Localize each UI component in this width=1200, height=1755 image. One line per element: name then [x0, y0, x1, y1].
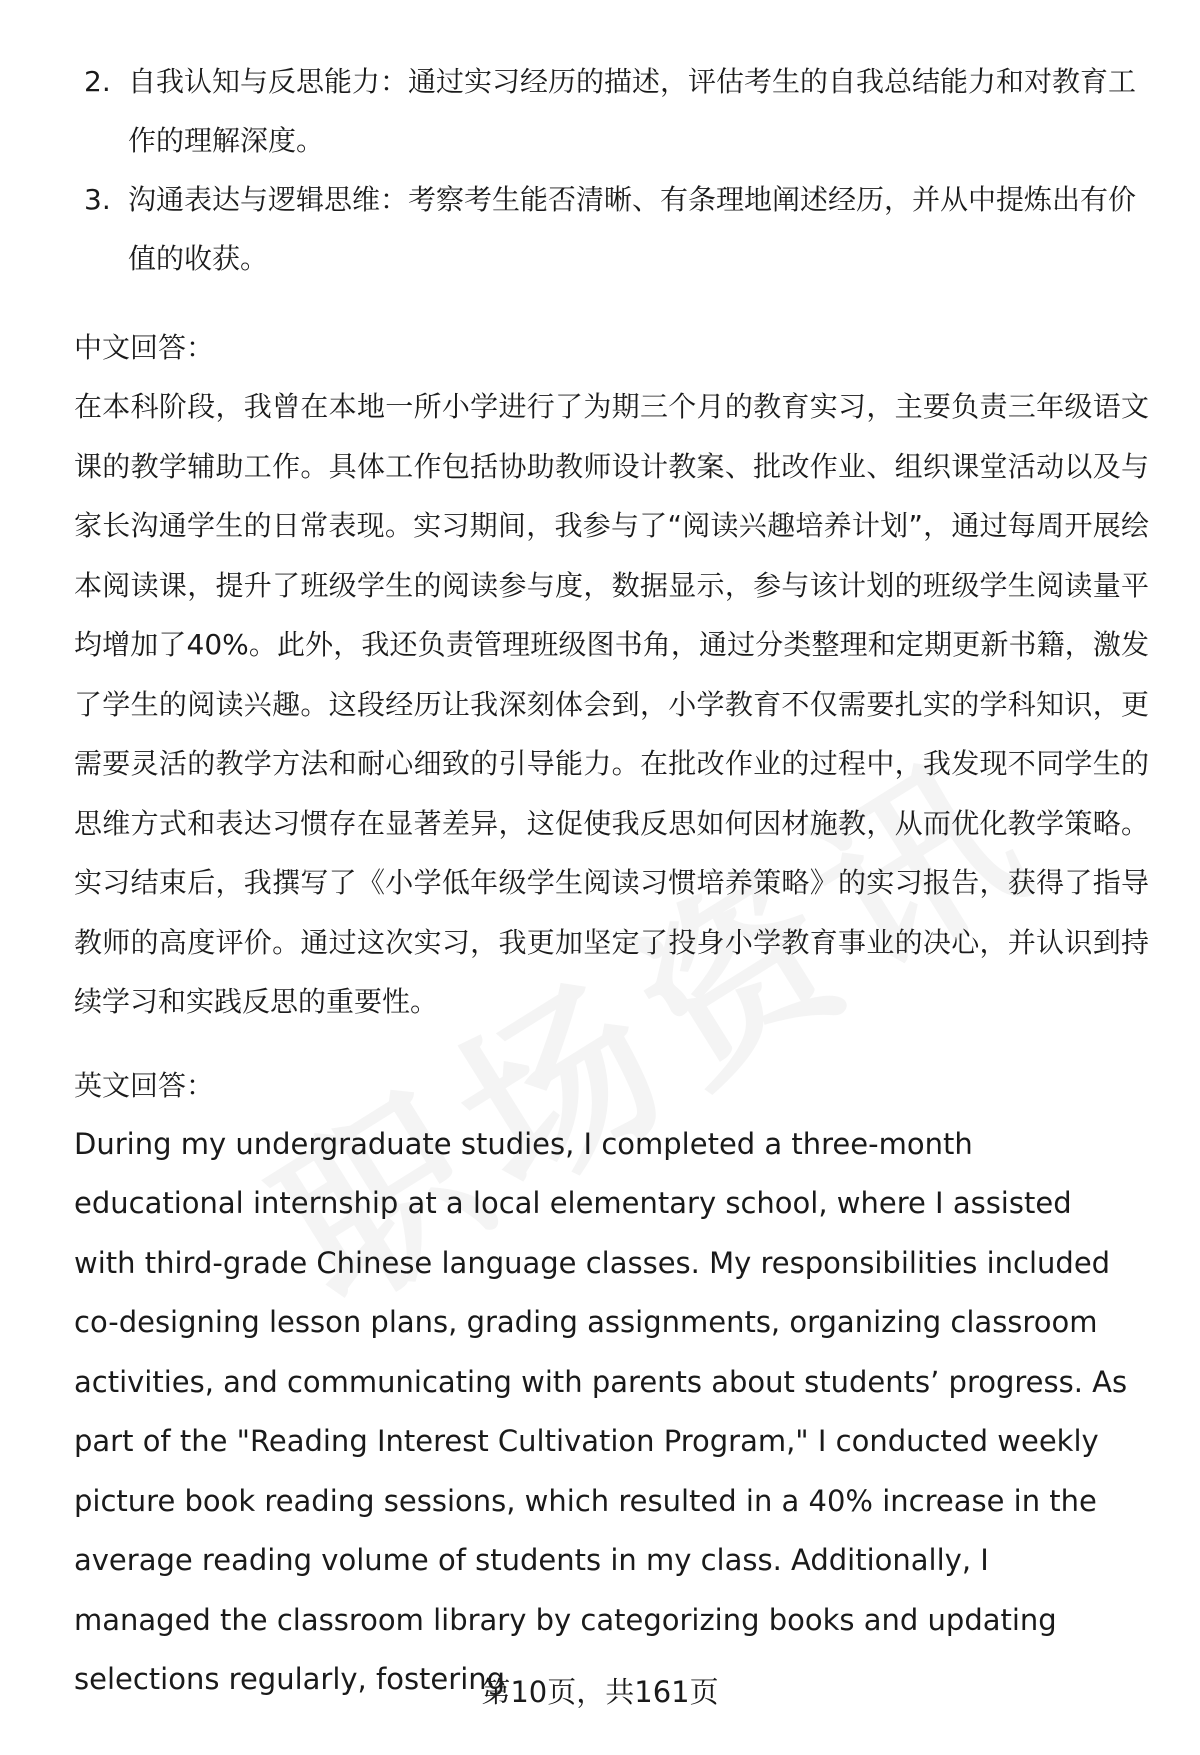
chinese-answer-paragraph: 在本科阶段，我曾在本地一所小学进行了为期三个月的教育实习，主要负责三年级语文课的教学辅助工作。具体工作包括协助教师设计教案、批改作业、组织课堂活动以及与家长沟通学生的日常表现。实习期间，我参与了“阅读兴趣培养计划”，通过每周开展绘本阅读课，提升了班级学生的阅读参与度，数据显示，参与该计划的班级学生阅读量平均增加了40%。此外，我还负责管理班级图书角，通过分类整理和定期更新书籍，激发了学生的阅读兴趣。这段经历让我深刻体会到，小学教育不仅需要扎实的学科知识，更需要灵活的教学方法和耐心细致的引导能力。在批改作业的过程中，我发现不同学生的思维方式和表达习惯存在显著差异，这促使我反思如何因材施教，从而优化教学策略。实习结束后，我撰写了《小学低年级学生阅读习惯培养策略》的实习报告，获得了指导教师的高度评价。通过这次实习，我更加坚定了投身小学教育事业的决心，并认识到持续学习和实践反思的重要性。 [74, 390, 1149, 1018]
criteria-item-text: 沟通表达与逻辑思维：考察考生能否清晰、有条理地阐述经历，并从中提炼出有价值的收获。 [128, 183, 1137, 275]
criteria-item-2 [74, 52, 1149, 170]
criteria-item-text: 自我认知与反思能力：通过实习经历的描述，评估考生的自我总结能力和对教育工作的理解深度。 [128, 65, 1137, 157]
criteria-item-number: 3. [84, 183, 111, 216]
english-answer-paragraph: During my undergraduate studies, I completed a three-month educational internship at a local elementary school, where I assisted with third-grade Chinese language classes. My responsibilities included co-designing lesson plans, grading assignments, organizing classroom activities, and communicating with parents about students’ progress. As part of the "Reading Interest Cultivation Program," I conducted weekly picture book reading sessions, which resulted in a 40% increase in the average reading volume of students in my class. Additionally, I managed the classroom library by categorizing books and updating selections regularly, fostering [74, 1126, 1128, 1696]
page-number-footer: 第10页，共161页 [481, 1675, 719, 1709]
document-body [74, 52, 1149, 1710]
criteria-item-number: 2. [84, 65, 111, 98]
chinese-answer-label: 中文回答： [74, 331, 215, 364]
english-answer-label: 英文回答： [74, 1068, 215, 1102]
criteria-item-3 [74, 170, 1149, 288]
